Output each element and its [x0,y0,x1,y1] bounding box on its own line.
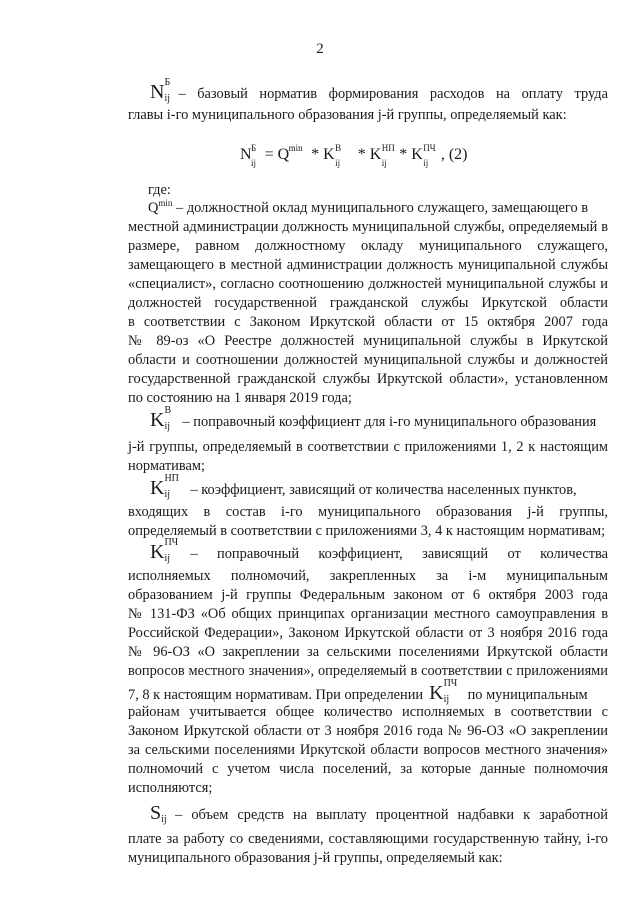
paragraph-s-line-1: S ij – объем средств на выплату процентной надбавки к заработной [150,802,608,825]
paragraph-kpch-line-1: K ПЧ ij – поправочный коэффициент, зависящий от количества [150,537,608,564]
paragraph-q-line: области и соотношении должностей муниципальной службы и должностей [128,352,608,368]
symbol-n-base: N Б ij [150,77,171,104]
paragraph-kpch-line: Законом Иркутской области от 3 ноября 2016 года № 96-ОЗ «О закреплении [128,723,608,739]
paragraph-kpch-line: вопросов местного значения», определяемый в соответствии с приложениями [128,663,608,679]
paragraph-kv-line: j-й группы, определяемый в соответствии с приложениями 1, 2 к настоящим [128,439,608,455]
paragraph-knp-line: входящих в состав i-го муниципального образования j-й группы, [128,504,608,520]
paragraph-text: – базовый норматив формирования расходов на оплату труда [178,86,608,102]
paragraph-n-base-line-2: главы i-го муниципального образования j-й группы, определяемый как: [128,107,567,123]
symbol-k-v: K В ij [150,405,172,432]
symbol-k-pch-inline: K ПЧ ij [429,678,458,705]
symbol-s: S ij [150,802,167,825]
paragraph-knp-line-1: K НП ij – коэффициент, зависящий от количества населенных пунктов, [150,473,577,500]
paragraph-q-line: государственной гражданской службы Иркутской области», установленном [128,371,608,387]
paragraph-q-line: размере, равном должностному окладу муниципального служащего, [128,238,608,254]
paragraph-q-line: должностей государственной гражданской службы Иркутской области [128,295,608,311]
paragraph-kv-line: нормативам; [128,458,205,474]
paragraph-q-line: № 89-оз «О Реестре должностей муниципальной службы в Иркутской [128,333,608,349]
paragraph-kpch-line: образованием j-й группы Федеральным законом от 6 октября 2003 года [128,587,608,603]
paragraph-q-line: «специалист», согласно соотношению должностей муниципальной службы и [128,276,608,292]
paragraph-q-line: по состоянию на 1 января 2019 года; [128,390,352,406]
paragraph-knp-line: определяемый в соответствии с приложениями 3, 4 к настоящим нормативам; [128,523,606,539]
paragraph-q-line-1: $Q^{min}$ – должностной оклад муниципального служащего, замещающего в [148,198,589,216]
where-label: где: [148,182,171,198]
paragraph-kpch-line: исполняются; [128,780,213,796]
paragraph-kpch-line: № 96-ОЗ «О закреплении за сельскими поселениями Иркутской области [128,644,608,660]
paragraph-kv-line-1: K В ij – поправочный коэффициент для i-го муниципального образования [150,405,597,432]
page-number: 2 [316,41,324,57]
paragraph-kpch-inline-line: 7, 8 к настоящим нормативам. При определении K ПЧ ij по муниципальным [128,678,588,705]
symbol-k-np: K НП ij [150,473,179,500]
paragraph-q-line: в соответствии с Законом Иркутской области от 15 октября 2007 года [128,314,608,330]
formula-2: N Б ij = Q min * K В ij * K НП ij * K ПЧ ij , (2) [240,143,468,168]
paragraph-kpch-line: за сельскими поселениями Иркутской области вопросов местного значения» [128,742,608,758]
paragraph-kpch-line: № 131-ФЗ «Об общих принципах организации местного самоуправления в [128,606,608,622]
paragraph-kpch-line: Российской Федерации», Законом Иркутской области от 3 ноября 2016 года [128,625,608,641]
paragraph-kpch-line: исполняемых полномочий, закрепленных за i-м муниципальным [128,568,608,584]
paragraph-s-line: муниципального образования j-й группы, определяемый как: [128,850,503,866]
paragraph-s-line: плате за работу со сведениями, составляющими государственную тайну, i-го [128,831,608,847]
paragraph-q-line: местной администрации должность муниципальной службы, определяемый в [128,219,608,235]
symbol-k-pch: K ПЧ ij [150,537,179,564]
paragraph-kpch-line: полномочий с учетом числа поселений, за которые данные полномочия [128,761,608,777]
paragraph-q-line: замещающего в местной администрации должность муниципальной службы [128,257,608,273]
paragraph-kpch-line: районам учитывается общее количество исполняемых в соответствии с [128,704,608,720]
paragraph-n-base-line-1 [150,77,608,105]
